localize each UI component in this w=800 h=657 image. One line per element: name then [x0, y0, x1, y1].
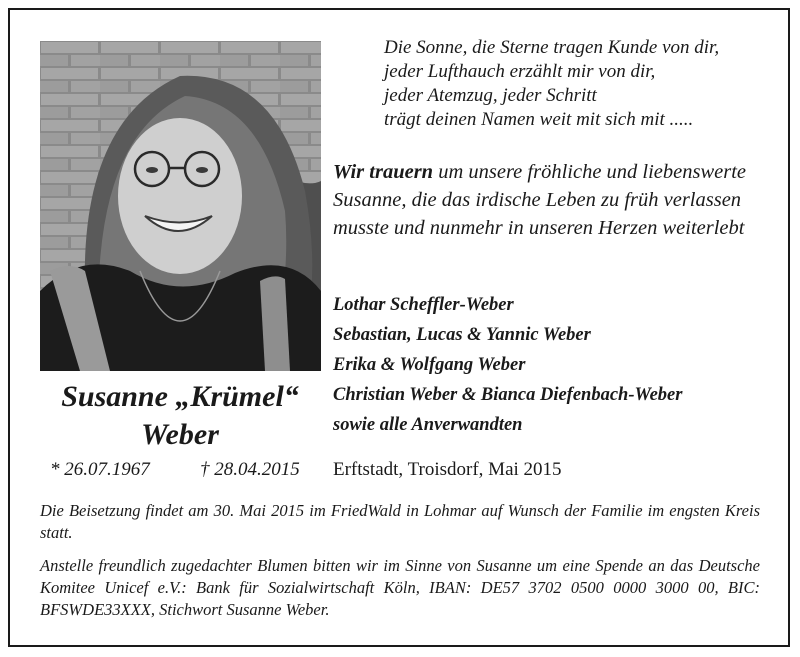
poem-line: jeder Lufthauch erzählt mir von dir,	[384, 61, 656, 82]
deceased-name	[30, 378, 330, 454]
signer: Lothar Scheffler-Weber	[333, 295, 514, 315]
deceased-name-line2: Weber	[141, 418, 219, 451]
death-date: † 28.04.2015	[200, 459, 300, 480]
funeral-note: Die Beisetzung findet am 30. Mai 2015 im FriedWald in Lohmar auf Wunsch der Familie im engsten Kreis statt.	[40, 501, 760, 542]
deceased-name-line1: Susanne „Krümel“	[61, 380, 299, 413]
poem-line: trägt deinen Namen weit mit sich mit .....	[384, 109, 694, 130]
signer: Sebastian, Lucas & Yannic Weber	[333, 325, 591, 345]
poem-line: Die Sonne, die Sterne tragen Kunde von dir,	[384, 37, 720, 58]
place-date: Erftstadt, Troisdorf, Mai 2015	[333, 459, 562, 480]
signer: sowie alle Anverwandten	[333, 415, 523, 435]
portrait-photo	[40, 41, 321, 371]
poem	[384, 36, 784, 132]
mourning-lead: Wir trauern	[333, 161, 434, 183]
donation-note: Anstelle freundlich zugedachter Blumen bitten wir im Sinne von Susanne um eine Spende an das Deutsche Komitee Unicef e.V.: Bank für Sozialwirtschaft Köln, IBAN: DE57 3702 0500 0000 3000 00, BIC: BFSWDE33XXX, Stichwort Susanne Weber.	[40, 556, 760, 619]
mourning-body: um unsere fröhliche und liebenswerte Susanne, die das irdische Leben zu früh verlassen musste und nunmehr in unseren Herzen weiterlebt	[333, 161, 747, 239]
signers-list	[333, 290, 773, 440]
birth-date: * 26.07.1967	[50, 459, 150, 480]
poem-line: jeder Atemzug, jeder Schritt	[384, 85, 597, 106]
mourning-text	[333, 158, 763, 242]
signer: Erika & Wolfgang Weber	[333, 355, 526, 375]
signer: Christian Weber & Bianca Diefenbach-Weber	[333, 385, 683, 405]
